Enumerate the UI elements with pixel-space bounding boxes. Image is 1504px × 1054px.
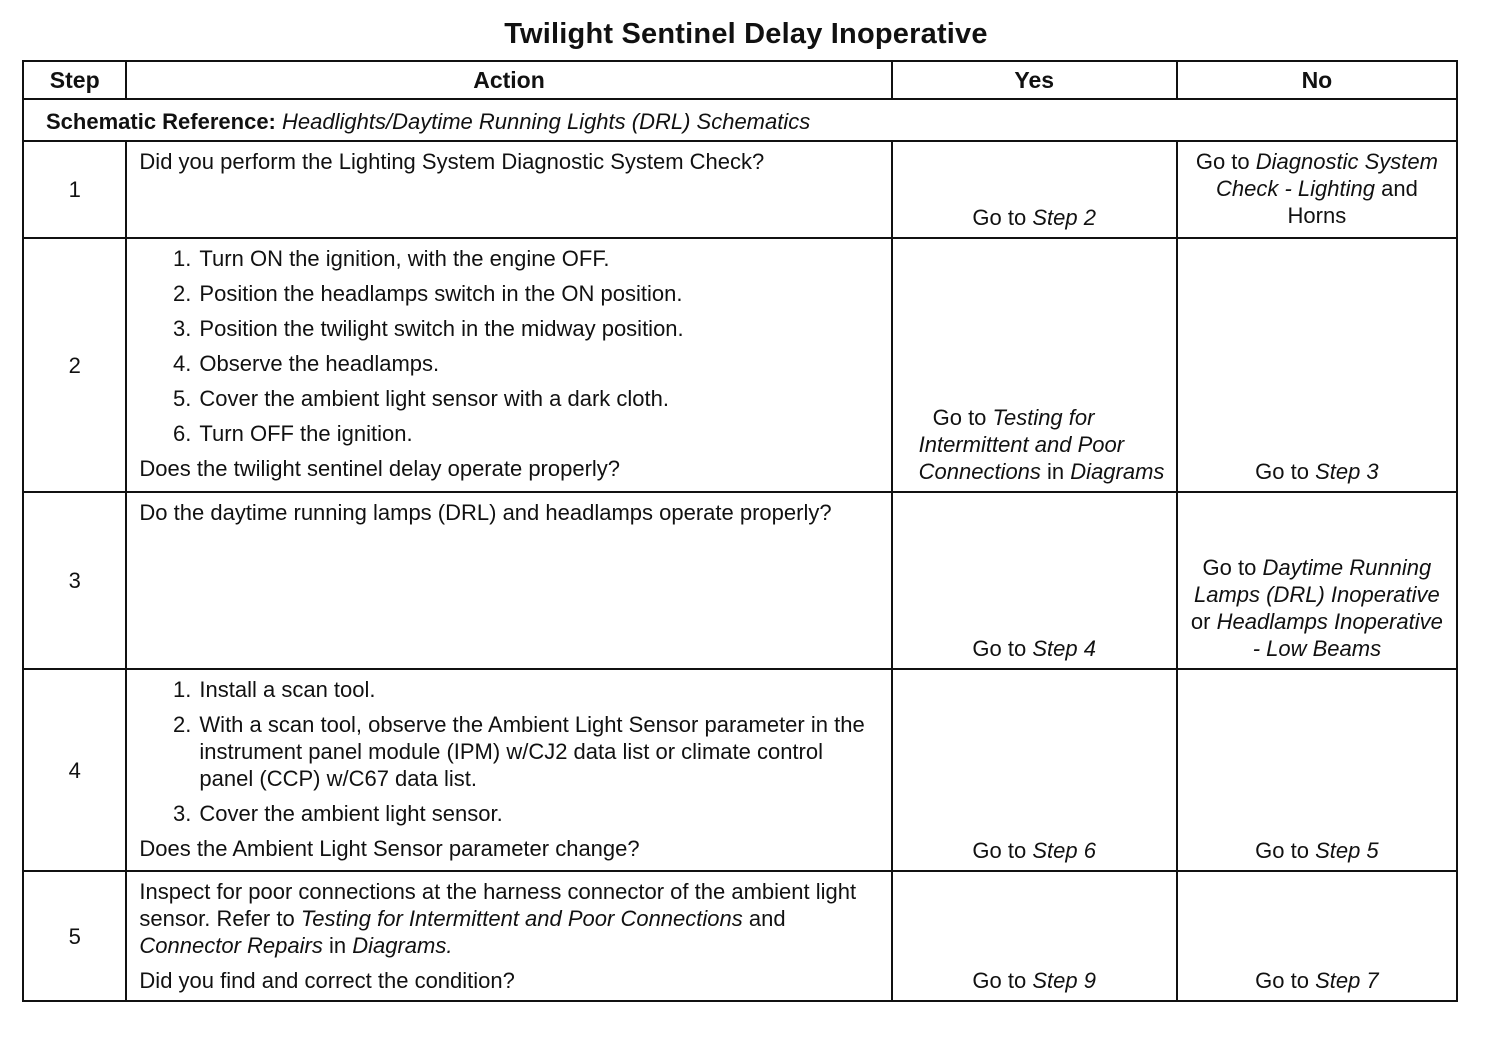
question-text: Does the Ambient Light Sensor parameter change? [139, 836, 640, 861]
yes-prefix: Go to [972, 838, 1027, 863]
no-prefix: Go to [1255, 968, 1309, 993]
yes-cell [892, 141, 1177, 238]
table-row [23, 492, 1457, 669]
yes-prefix: Go to [972, 636, 1027, 661]
page-title: Twilight Sentinel Delay Inoperative [504, 18, 988, 50]
list-item: 1. Turn ON the ignition, with the engine OFF. [197, 245, 880, 272]
intermittent-link[interactable]: Testing for Intermittent and Poor Connections [300, 906, 743, 931]
header-row [23, 61, 1457, 99]
schematic-row [23, 99, 1457, 141]
no-prefix: Go to [1195, 149, 1250, 174]
yes-prefix: Go to [972, 205, 1027, 230]
list-item: 3. Position the twilight switch in the midway position. [197, 315, 880, 342]
yes-link[interactable]: Step 4 [1032, 636, 1096, 661]
step-number: 1 [23, 141, 126, 238]
instruction-and: and [748, 906, 786, 931]
yes-link[interactable]: Step 9 [1032, 968, 1096, 993]
substep-list [139, 676, 880, 827]
table-row [23, 141, 1457, 238]
no-link-2[interactable]: Headlamps Inoperative - Low Beams [1216, 609, 1443, 661]
list-item: 2. Position the headlamps switch in the ON position. [197, 280, 880, 307]
schematic-link[interactable]: Headlights/Daytime Running Lights (DRL) Schematics [282, 108, 811, 134]
step-number: 2 [23, 238, 126, 492]
schematic-reference [23, 99, 1457, 141]
yes-link[interactable]: Step 2 [1032, 205, 1096, 230]
connector-repairs-link[interactable]: Connector Repairs [139, 933, 323, 958]
header-no: No [1177, 61, 1457, 99]
action-cell [126, 669, 891, 871]
yes-mid: in [1047, 459, 1065, 484]
yes-cell [892, 669, 1177, 871]
table-row [23, 871, 1457, 1001]
no-suffix: and Horns [1287, 176, 1418, 228]
header-yes: Yes [892, 61, 1177, 99]
no-link[interactable]: Diagnostic System Check - Lighting [1215, 149, 1438, 201]
action-cell [126, 871, 891, 1001]
no-mid: or [1190, 609, 1211, 634]
no-cell [1177, 238, 1457, 492]
yes-link[interactable]: Step 6 [1032, 838, 1096, 863]
yes-prefix: Go to [972, 968, 1027, 993]
no-link[interactable]: Step 3 [1315, 459, 1379, 484]
list-item: 1. Install a scan tool. [197, 676, 880, 703]
diagrams-link[interactable]: Diagrams. [352, 933, 453, 958]
question-text: Did you find and correct the condition? [139, 968, 515, 993]
action-cell [126, 141, 891, 238]
action-cell [126, 238, 891, 492]
substep-list [139, 245, 880, 447]
list-item: 2. With a scan tool, observe the Ambient Light Sensor parameter in the instrument panel module (IPM) w/CJ2 data list or climate control panel (CCP) w/C67 data list. [197, 711, 880, 792]
instruction-pre: Inspect for poor connections at the harness connector of the ambient light sensor. Refer to [139, 879, 857, 931]
question-text: Do the daytime running lamps (DRL) and headlamps operate properly? [139, 500, 832, 525]
no-cell [1177, 669, 1457, 871]
schematic-label: Schematic Reference: [46, 108, 276, 134]
header-action: Action [126, 61, 891, 99]
yes-prefix: Go to [932, 405, 987, 430]
no-cell [1177, 492, 1457, 669]
list-item: 3. Cover the ambient light sensor. [197, 800, 880, 827]
step-number: 4 [23, 669, 126, 871]
list-item: 4. Observe the headlamps. [197, 350, 880, 377]
yes-link[interactable]: Testing for Intermittent and Poor Connections [918, 405, 1125, 484]
yes-link-2[interactable]: Diagrams [1070, 459, 1165, 484]
table-row [23, 669, 1457, 871]
step-number: 5 [23, 871, 126, 1001]
question-text: Does the twilight sentinel delay operate properly? [139, 456, 621, 481]
no-prefix: Go to [1255, 459, 1309, 484]
yes-cell [892, 871, 1177, 1001]
no-cell [1177, 141, 1457, 238]
no-link[interactable]: Daytime Running Lamps (DRL) Inoperative [1194, 555, 1440, 607]
yes-cell [892, 238, 1177, 492]
diagnostic-table [22, 60, 1458, 1002]
no-link[interactable]: Step 7 [1315, 968, 1379, 993]
table-row [23, 238, 1457, 492]
instruction-in: in [328, 933, 347, 958]
step-number: 3 [23, 492, 126, 669]
no-prefix: Go to [1202, 555, 1257, 580]
header-step: Step [23, 61, 126, 99]
list-item: 5. Cover the ambient light sensor with a dark cloth. [197, 385, 880, 412]
question-text: Did you perform the Lighting System Diagnostic System Check? [139, 149, 765, 174]
action-cell [126, 492, 891, 669]
instruction-text [139, 878, 880, 959]
yes-cell [892, 492, 1177, 669]
no-cell [1177, 871, 1457, 1001]
no-link[interactable]: Step 5 [1315, 838, 1379, 863]
no-prefix: Go to [1255, 838, 1309, 863]
list-item: 6. Turn OFF the ignition. [197, 420, 880, 447]
